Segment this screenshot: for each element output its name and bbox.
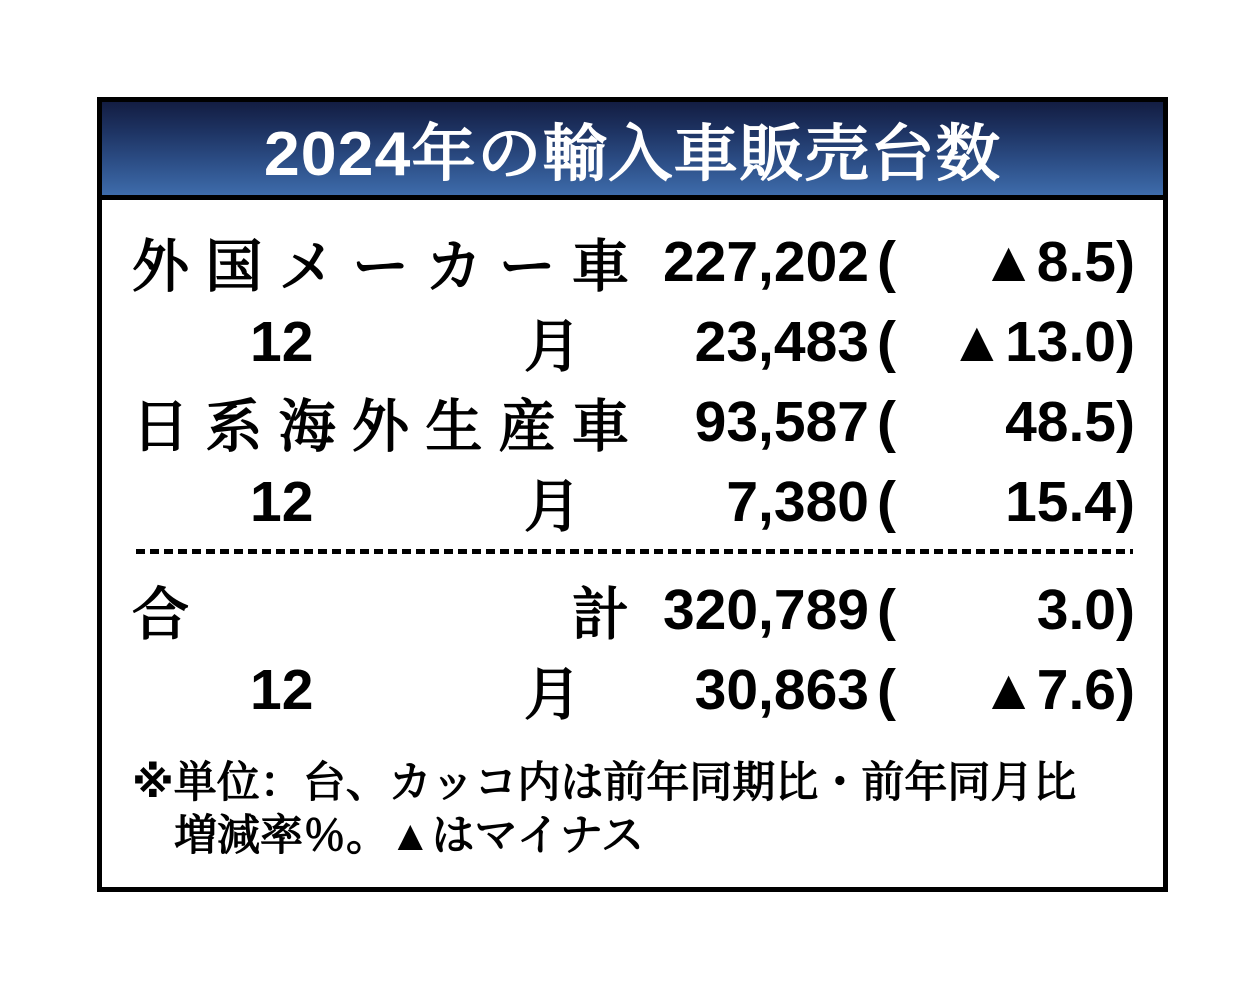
paren-open: ( [877, 578, 896, 642]
row-label [132, 649, 629, 731]
table-row-japanese-overseas-total [132, 382, 1137, 462]
row-value: 227,202 [662, 230, 869, 294]
label-char: 海 [278, 395, 336, 459]
row-change [869, 577, 1135, 643]
row-value: 7,380 [726, 470, 869, 534]
row-label [132, 569, 629, 651]
label-char: 国 [205, 235, 263, 299]
paren-close: ) [1116, 470, 1135, 534]
paren-close: ) [1116, 390, 1135, 454]
row-percent-change: ▲8.5 [980, 230, 1117, 294]
row-percent-change: ▲13.0 [948, 310, 1117, 374]
label-total-left: 合 [132, 583, 189, 647]
label-char: ー [498, 235, 556, 299]
row-label [132, 381, 629, 463]
label-char: 日 [132, 395, 189, 459]
footnote-line-1: ※単位：台、カッコ内は前年同期比・前年同月比 [132, 759, 1077, 807]
label-char: メ [278, 235, 336, 299]
footnote [132, 757, 1137, 863]
row-value: 23,483 [694, 310, 869, 374]
label-char: 車 [571, 395, 629, 459]
row-change [869, 389, 1135, 455]
label-char: 生 [425, 395, 483, 459]
footnote-line-2: 増減率％。▲はマイナス [174, 812, 644, 860]
row-change [869, 309, 1135, 375]
table-row-japanese-overseas-december [132, 462, 1137, 542]
row-percent-change: 48.5 [1005, 390, 1117, 454]
table-row-grand-total [132, 570, 1137, 650]
paren-open: ( [877, 390, 896, 454]
row-label [132, 461, 629, 543]
row-value: 30,863 [694, 658, 869, 722]
label-char: 系 [205, 395, 263, 459]
dashed-divider [136, 549, 1133, 554]
row-value: 93,587 [694, 390, 869, 454]
row-percent-change: ▲7.6 [980, 658, 1117, 722]
paren-close: ) [1116, 578, 1135, 642]
table-row-foreign-total [132, 222, 1137, 302]
row-percent-change: 15.4 [1005, 470, 1117, 534]
row-percent-change: 3.0 [1036, 578, 1117, 642]
figure-title: 2024年の輸入車販売台数 [263, 120, 1002, 189]
paren-open: ( [877, 470, 896, 534]
row-change [869, 229, 1135, 295]
label-char: カ [425, 235, 483, 299]
row-label [132, 301, 629, 383]
row-change [869, 657, 1135, 723]
label-total-right: 計 [572, 583, 629, 647]
label-char: 車 [571, 235, 629, 299]
data-panel [97, 200, 1168, 892]
label-char: ー [351, 235, 409, 299]
label-char: 産 [498, 395, 556, 459]
label-month-number: 12 [250, 470, 314, 534]
paren-open: ( [877, 658, 896, 722]
paren-close: ) [1116, 230, 1135, 294]
table-row-foreign-december [132, 302, 1137, 382]
paren-close: ) [1116, 658, 1135, 722]
label-month-number: 12 [250, 310, 314, 374]
row-label [132, 221, 629, 303]
label-month-kanji: 月 [524, 663, 581, 727]
sales-figure [97, 97, 1168, 892]
table-row-grand-total-december [132, 650, 1137, 730]
label-char: 外 [132, 235, 189, 299]
label-month-number: 12 [250, 658, 314, 722]
paren-open: ( [877, 310, 896, 374]
label-month-kanji: 月 [524, 315, 581, 379]
label-char: 外 [351, 395, 409, 459]
title-banner [97, 97, 1168, 200]
label-month-kanji: 月 [524, 475, 581, 539]
row-value: 320,789 [662, 578, 869, 642]
row-change [869, 469, 1135, 535]
paren-open: ( [877, 230, 896, 294]
paren-close: ) [1116, 310, 1135, 374]
